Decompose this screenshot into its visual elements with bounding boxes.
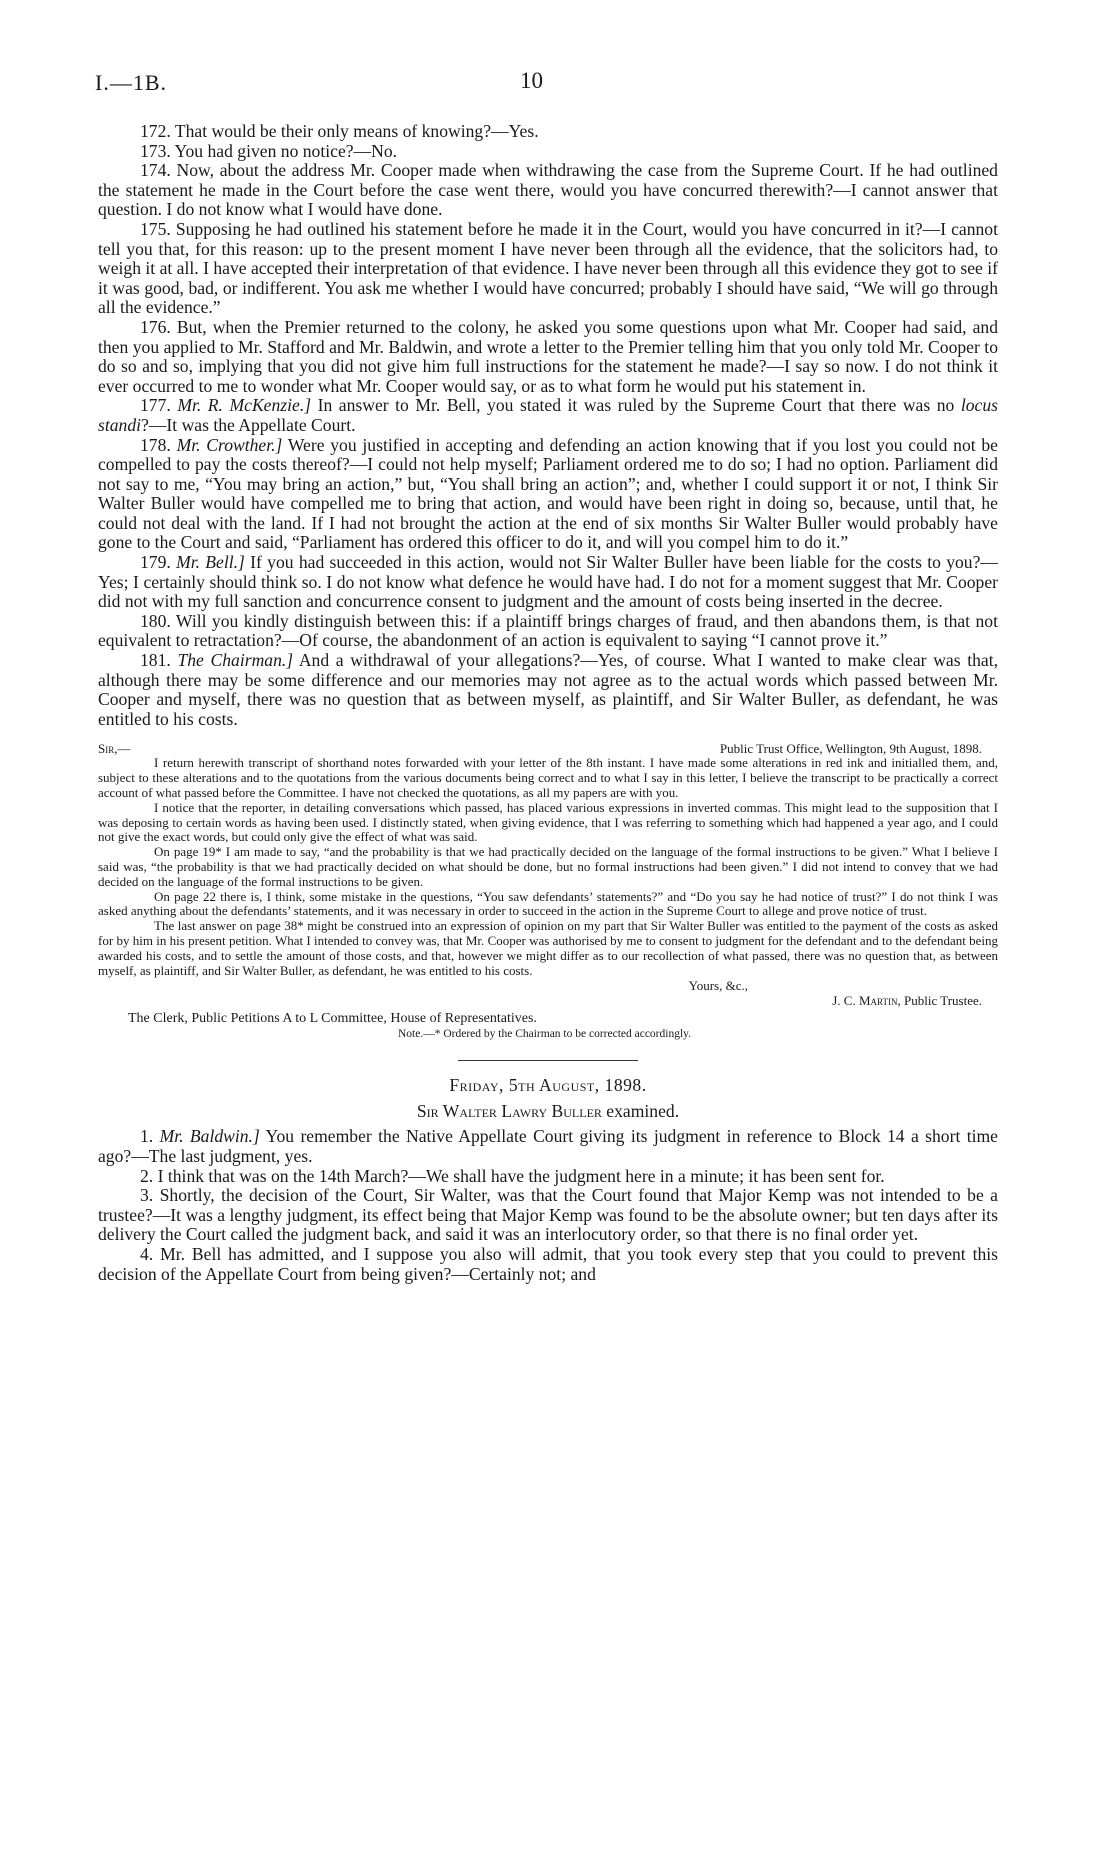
letter-paragraph: I return herewith transcript of shorthand notes forwarded with your letter of the 8th instant. I have made some alterations in red ink and initialled them, and, subject to these alterations and to the quotations from the various documents being correct and to what I say in this letter, I believe the transcript to be practically a correct account of what passed before the Committee. I have not checked the quotations, as all my papers are with you. xyxy=(98,755,998,800)
paragraph-3 xyxy=(98,1186,998,1245)
paragraph-177 xyxy=(98,396,998,435)
letter xyxy=(98,741,998,1042)
paragraph-number: 175. xyxy=(140,218,171,239)
speaker-name: The Chairman.] xyxy=(177,650,294,671)
letter-paragraph: On page 19* I am made to say, “and the probability is that we had practically decided on the language of the formal instructions to be given.” What I believe I said was, “the probability is that we had practically decided on what should be done, but no formal instructions had been given.” I did not intend to convey that we had decided on the language of the formal instructions to be given. xyxy=(98,844,998,889)
paragraph-number: 1. xyxy=(140,1126,154,1147)
paragraph-text: ?—It was the Appellate Court. xyxy=(141,414,356,435)
paragraph-172 xyxy=(98,122,998,142)
paragraph-175 xyxy=(98,220,998,318)
paragraph-text: In answer to Mr. Bell, you stated it was ruled by the Supreme Court that there was no xyxy=(317,395,955,416)
signer-title: , Public Trustee. xyxy=(897,993,982,1009)
paragraph-173 xyxy=(98,142,998,162)
paragraph-181 xyxy=(98,651,998,729)
paragraph-number: 180. xyxy=(140,610,171,631)
footnote: Note.—* Ordered by the Chairman to be corrected accordingly. xyxy=(398,1028,692,1041)
paragraph-number: 181. xyxy=(140,650,171,671)
speaker-name: Mr. Crowther.] xyxy=(176,434,283,455)
page-number: 10 xyxy=(520,68,543,93)
signer-initials: J. C. xyxy=(832,993,856,1009)
paragraph-number: 172. xyxy=(140,121,171,141)
paragraph-text: You remember the Native Appellate Court giving its judgment in reference to Block 14 a short time ago?—The last judgment, yes. xyxy=(98,1126,998,1166)
paragraph-text: Shortly, the decision of the Court, Sir Walter, was that the Court found that Major Kemp was not intended to be a trustee?—It was a lengthy judgment, its effect being that Major Kemp was found to be the absolute owner; but ten days after its delivery the Court called the judgment back, and said it was an interlocutory order, so that there is no final order yet. xyxy=(98,1185,998,1245)
paragraph-text: Will you kindly distinguish between this: if a plaintiff brings charges of fraud, and then abandons them, is that not equivalent to retractation?—Of course, the abandonment of an action is equivalent to saying “I cannot prove it.” xyxy=(98,610,998,651)
paragraph-text: Were you justified in accepting and defending an action knowing that if you lost you could not be compelled to pay the costs thereof?—I could not help myself; Parliament ordered me to do so; I had no option. Parliament did not say to me, “You may bring an action,” but, “You shall bring an action”; and, whether I could support it or not, I think Sir Walter Buller would have compelled me to bring that action, and would have been right in doing so, because, until that, he could not deal with the land. If I had not brought the action at the end of six months Sir Walter Buller would probably have gone to the Court and said, “Parliament has ordered this officer to do it, and will you compel him to do it.” xyxy=(98,434,998,553)
paragraph-number: 4. xyxy=(140,1243,154,1264)
witness-heading xyxy=(98,1101,998,1121)
signer-name: Martin xyxy=(858,993,898,1009)
paragraph-text: I think that was on the 14th March?—We shall have the judgment here in a minute; it has been sent for. xyxy=(157,1165,885,1186)
paragraph-180 xyxy=(98,612,998,651)
paragraph-text: That would be their only means of knowing?—Yes. xyxy=(174,121,539,141)
section-divider xyxy=(458,1060,638,1061)
letter-paragraph: On page 22 there is, I think, some mistake in the questions, “You saw defendants’ statements?” and “Do you say he had notice of trust?” I do not think I was asked anything about the defendants’ statements, and it was necessary in order to succeed in the action in the Supreme Court to allege and prove notice of trust. xyxy=(98,888,998,919)
paragraph-number: 178. xyxy=(140,434,171,455)
letter-closing: Yours, &c., xyxy=(688,978,748,994)
letter-paragraph: I notice that the reporter, in detailing conversations which passed, has placed various expressions in inverted commas. This might lead to the supposition that I was deposing to certain words as having been used. I distinctly stated, when giving evidence, that I was referring to something which had happened a year ago, and I could not give the exact words, but could only give the effect of what was said. xyxy=(98,799,998,845)
paragraph-number: 176. xyxy=(140,316,171,337)
letter-signature xyxy=(98,993,998,1008)
paragraph-text: But, when the Premier returned to the colony, he asked you some questions upon what Mr. Cooper had said, and then you applied to Mr. Stafford and Mr. Baldwin, and wrote a letter to the Premier telling him that you only told Mr. Cooper to do so and so, implying that you did not give him full instructions for the statement he made?—I say so now. I do not think it ever occurred to me to wonder what Mr. Cooper would say, or as to what form he would put his statement in. xyxy=(98,316,998,396)
paragraph-text: And a withdrawal of your allegations?—Yes, of course. What I wanted to make clear was that, although there may be some difference and our memories may not agree as to the actual words which passed between Mr. Cooper and myself, there was no question that as between myself, as plaintiff, and Sir Walter Buller, as defendant, he was entitled to his costs. xyxy=(98,650,998,729)
paragraph-number: 174. xyxy=(140,160,171,181)
paragraph-1 xyxy=(98,1127,998,1166)
paragraph-174 xyxy=(98,161,998,220)
latin-term: locus standi xyxy=(98,395,998,435)
speaker-name: Mr. Baldwin.] xyxy=(159,1126,260,1147)
paragraph-text: If you had succeeded in this action, would not Sir Walter Buller have been liable for the costs to you?—Yes; I certainly should think so. I do not know what defence he would have had. I do not for a moment suggest that Mr. Cooper did not with my full sanction and concurrence consent to judgment and the amount of costs being inserted in the decree. xyxy=(98,552,998,612)
paragraph-number: 2. xyxy=(140,1165,154,1186)
paragraph-text: Supposing he had outlined his statement before he made it in the Court, would you have concurred in it?—I cannot tell you that, for this reason: up to the present moment I have never been through all the evidence, that the solicitors had, to weigh it at all. I have accepted their interpretation of that evidence. I have never been through all this evidence they got to see if it was good, bad, or indifferent. You ask me whether I would have concurred; probably I should have said, “We will go through all the evidence.” xyxy=(98,218,998,318)
paragraph-number: 173. xyxy=(140,140,171,161)
paragraph-text: You had given no notice?—No. xyxy=(174,140,398,161)
paragraph-number: 179. xyxy=(140,552,171,573)
paragraph-2 xyxy=(98,1167,998,1187)
document-body xyxy=(98,122,998,1284)
paragraph-number: 177. xyxy=(140,395,171,416)
paragraph-text: Mr. Bell has admitted, and I suppose you also will admit, that you took every step that you could to prevent this decision of the Appellate Court from being given?—Certainly not; and xyxy=(98,1243,998,1284)
witness-name: Sir Walter Lawry Buller xyxy=(416,1101,602,1122)
letter-recipient: The Clerk, Public Petitions A to L Committee, House of Representatives. xyxy=(128,1011,537,1027)
speaker-name: Mr. Bell.] xyxy=(176,552,245,573)
letter-address: Public Trust Office, Wellington, 9th August, 1898. xyxy=(719,741,982,757)
letter-salutation: Sir,— xyxy=(98,741,131,757)
paragraph-number: 3. xyxy=(140,1185,154,1206)
paragraph-178 xyxy=(98,436,998,554)
letter-paragraph: The last answer on page 38* might be construed into an expression of opinion on my part that Sir Walter Buller was entitled to the payment of the costs as asked for by him in his present petition. What I intended to convey was, that Mr. Cooper was authorised by me to consent to judgment for the defendant and to the defendant being awarded his costs, and to settle the amount of those costs, and that, however we might differ as to our recollection of what passed, there was no question that, as between myself, as plaintiff, and Sir Walter Buller, as defendant, he was entitled to his costs. xyxy=(98,918,998,978)
document-reference: I.—1B. xyxy=(95,70,167,95)
letter-heading xyxy=(98,741,998,756)
paragraph-176 xyxy=(98,318,998,396)
session-date: Friday, 5th August, 1898. xyxy=(449,1075,647,1096)
speaker-name: Mr. R. McKenzie.] xyxy=(177,395,312,416)
paragraph-4 xyxy=(98,1245,998,1284)
paragraph-179 xyxy=(98,553,998,612)
witness-suffix: examined. xyxy=(601,1101,680,1122)
paragraph-text: Now, about the address Mr. Cooper made when withdrawing the case from the Supreme Court. If he had outlined the statement he made in the Court before the case went there, would you have concurred therewith?—I cannot answer that question. I do not know what I would have done. xyxy=(98,160,998,220)
